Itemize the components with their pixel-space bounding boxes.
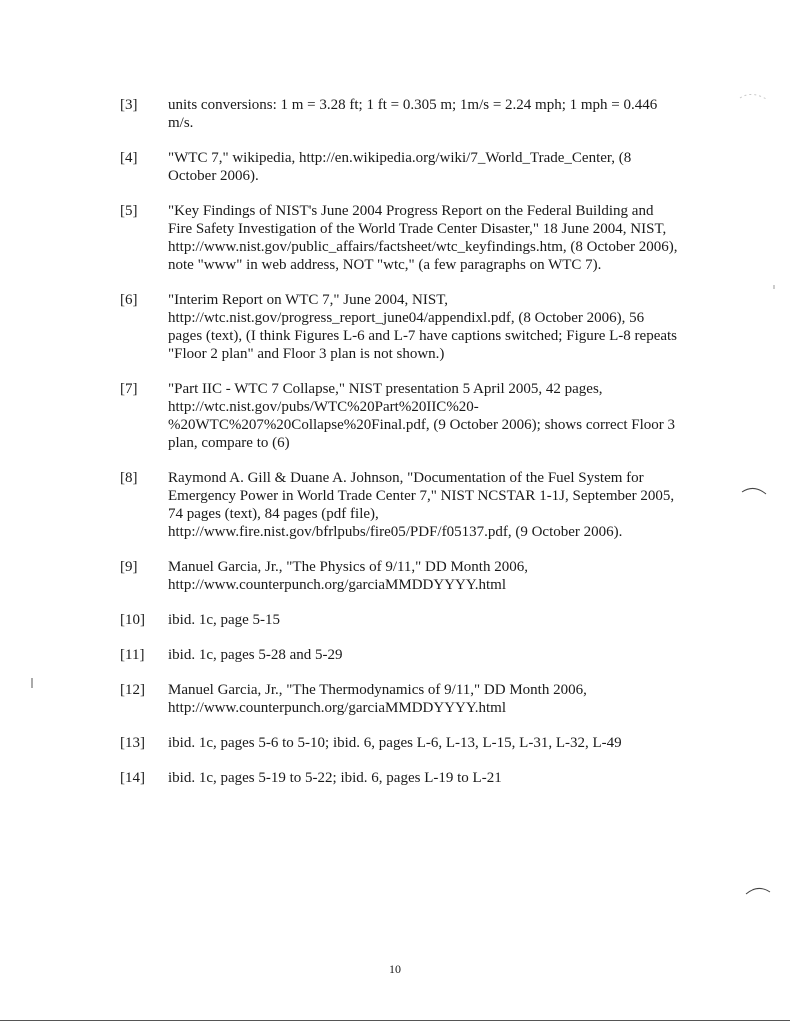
reference-item	[120, 202, 680, 274]
reference-item	[120, 681, 680, 717]
reference-text: Raymond A. Gill & Duane A. Johnson, "Documentation of the Fuel System for Emergency Power in World Trade Center 7," NIST NCSTAR 1-1J, September 2005, 74 pages (text), 84 pages (pdf file), http://www.fire.nist.gov/bfrlpubs/fire05/PDF/f05137.pdf, (9 October 2006).	[168, 470, 675, 540]
scan-mark-top-right	[738, 88, 772, 104]
reference-number: [3]	[120, 97, 138, 113]
reference-text: "Part IIC - WTC 7 Collapse," NIST presentation 5 April 2005, 42 pages, http://wtc.nist.gov/pubs/WTC%20Part%20IIC%20-%20WTC%207%20Collapse%20Final.pdf, (9 October 2006); shows correct Floor 3 plan, compare to (6)	[168, 381, 675, 451]
reference-item	[120, 611, 680, 629]
reference-text: ibid. 1c, page 5-15	[168, 612, 281, 628]
reference-number: [8]	[120, 470, 138, 486]
page-number: 10	[389, 962, 401, 976]
reference-item	[120, 769, 680, 787]
reference-item	[120, 96, 680, 132]
reference-number: [4]	[120, 150, 138, 166]
reference-number: [5]	[120, 203, 138, 219]
reference-text: ibid. 1c, pages 5-6 to 5-10; ibid. 6, pages L-6, L-13, L-15, L-31, L-32, L-49	[168, 735, 622, 751]
reference-item	[120, 469, 680, 541]
reference-text: units conversions: 1 m = 3.28 ft; 1 ft = 0.305 m; 1m/s = 2.24 mph; 1 mph = 0.446 m/s.	[168, 97, 658, 131]
scan-mark-right-low	[744, 884, 772, 898]
reference-item	[120, 558, 680, 594]
reference-item	[120, 646, 680, 664]
reference-text: "Key Findings of NIST's June 2004 Progress Report on the Federal Building and Fire Safety Investigation of the World Trade Center Disaster," 18 June 2004, NIST, http://www.nist.gov/public_affairs/factsheet/wtc_keyfindings.htm, (8 October 2006), note "www" in web address, NOT "wtc," (a few paragraphs on WTC 7).	[168, 203, 678, 273]
reference-number: [7]	[120, 381, 138, 397]
reference-list	[120, 96, 680, 804]
reference-item	[120, 380, 680, 452]
reference-text: Manuel Garcia, Jr., "The Thermodynamics of 9/11," DD Month 2006, http://www.counterpunch.org/garciaMMDDYYYY.html	[168, 682, 587, 716]
reference-item	[120, 149, 680, 185]
reference-item	[120, 291, 680, 363]
reference-text: "Interim Report on WTC 7," June 2004, NIST, http://wtc.nist.gov/progress_report_june04/appendixl.pdf, (8 October 2006), 56 pages (text), (I think Figures L-6 and L-7 have captions switched; Figure L-8 repeats "Floor 2 plan" and Floor 3 plan is not shown.)	[168, 292, 678, 362]
scan-mark-left	[28, 676, 36, 690]
scan-mark-right-mid	[740, 484, 768, 498]
reference-number: [6]	[120, 292, 138, 308]
reference-number: [9]	[120, 559, 138, 575]
reference-text: "WTC 7," wikipedia, http://en.wikipedia.org/wiki/7_World_Trade_Center, (8 October 2006).	[168, 150, 632, 184]
reference-item	[120, 734, 680, 752]
reference-text: ibid. 1c, pages 5-28 and 5-29	[168, 647, 343, 663]
reference-number: [13]	[120, 735, 145, 751]
reference-number: [14]	[120, 770, 145, 786]
reference-text: ibid. 1c, pages 5-19 to 5-22; ibid. 6, pages L-19 to L-21	[168, 770, 502, 786]
reference-number: [10]	[120, 612, 145, 628]
reference-text: Manuel Garcia, Jr., "The Physics of 9/11," DD Month 2006, http://www.counterpunch.org/garciaMMDDYYYY.html	[168, 559, 528, 593]
reference-number: [11]	[120, 647, 145, 663]
reference-number: [12]	[120, 682, 145, 698]
scan-edge-line	[0, 1020, 790, 1021]
scan-mark-dot	[772, 284, 776, 290]
